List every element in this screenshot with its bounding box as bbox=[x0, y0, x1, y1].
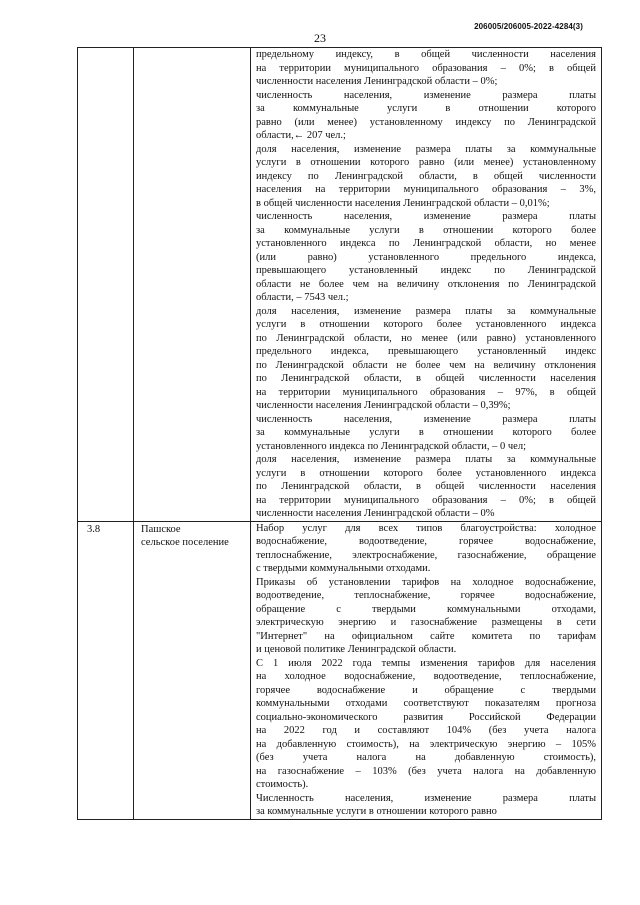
text-line: (без учета налога на добавленную стоимость), bbox=[256, 752, 596, 763]
table-row bbox=[78, 521, 602, 819]
text-line: услуги в отношении которого более установленного индекса bbox=[256, 467, 596, 479]
text-line: численность населения, изменение размера платы bbox=[256, 89, 596, 101]
row-text bbox=[251, 522, 601, 819]
text-line: услуги в отношении которого равно (или менее) установленному bbox=[256, 157, 596, 168]
row-text-cell bbox=[251, 521, 602, 819]
text-line: и ценовой политике Ленинградской области. bbox=[256, 644, 457, 655]
text-line: Численность населения, изменение размера платы bbox=[256, 792, 596, 804]
text-line: за коммунальные услуги в отношении которого bbox=[256, 103, 596, 114]
text-line: на 2022 год и составляют 104% (без учета налога bbox=[256, 725, 596, 736]
text-line: "Интернет" на официальном сайте комитета по тарифам bbox=[256, 630, 596, 642]
text-line: установленного индекса по Ленинградской области, но менее bbox=[256, 238, 596, 249]
text-line: на территории муниципального образования – 0%; в общей bbox=[256, 62, 596, 74]
text-line: индексу по Ленинградской области, в общей численности bbox=[256, 170, 596, 182]
text-line: С 1 июля 2022 года темпы изменения тарифов для населения bbox=[256, 657, 596, 669]
settlement-name-line: сельское поселение bbox=[141, 537, 229, 548]
text-line: услуги в отношении которого более установленного индекса bbox=[256, 319, 596, 330]
text-line: превышающего установленный индекс по Ленинградской bbox=[256, 265, 596, 276]
text-line: предельному индексу, в общей численности населения bbox=[256, 49, 596, 60]
text-line: стоимость). bbox=[256, 779, 309, 790]
row-text bbox=[251, 48, 601, 521]
text-line: водоотведение, теплоснабжение, горячее водоснабжение, bbox=[256, 590, 596, 601]
table-row bbox=[78, 48, 602, 522]
text-line: социально-экономического развития Российской Федерации bbox=[256, 711, 596, 723]
row-number bbox=[78, 48, 133, 49]
text-line: водоснабжение, водоотведение, горячее водоснабжение, bbox=[256, 536, 596, 547]
text-line: (или равно) установленного предельного индекса, bbox=[256, 251, 596, 263]
text-line: области не более чем на величину отклонения по Ленинградской bbox=[256, 278, 596, 290]
text-line: с твердыми коммунальными отходами. bbox=[256, 563, 431, 574]
text-line: на территории муниципального образования – 97%, в общей bbox=[256, 386, 596, 398]
row-name-cell bbox=[134, 48, 251, 522]
text-line: теплоснабжение, электроснабжение, газоснабжение, обращение bbox=[256, 549, 596, 561]
text-line: доля населения, изменение размера платы за коммунальные bbox=[256, 454, 596, 465]
text-line: на добавленную стоимость), на электрическую энергию – 105% bbox=[256, 738, 596, 750]
text-line: за коммунальные услуги в отношении которого более bbox=[256, 427, 596, 438]
text-line: установленного индекса по Ленинградской области, – 0 чел; bbox=[256, 440, 526, 452]
text-line: численности населения Ленинградской области – 0,39%; bbox=[256, 400, 511, 411]
text-line: горячее водоснабжение и обращение с твердыми bbox=[256, 684, 596, 696]
text-line: на территории муниципального образования – 0%; в общей bbox=[256, 494, 596, 506]
text-line: в общей численности населения Ленинградской области – 0,01%; bbox=[256, 197, 550, 209]
text-line: на холодное водоснабжение, водоотведение, теплоснабжение, bbox=[256, 671, 596, 682]
settlement-name bbox=[134, 522, 250, 550]
text-line: Приказы об установлении тарифов на холодное водоснабжение, bbox=[256, 576, 596, 588]
text-line: по Ленинградской области, но менее (или равно) установленного bbox=[256, 332, 596, 344]
text-line: численности населения Ленинградской области – 0%; bbox=[256, 76, 498, 87]
text-line: по Ленинградской области, в общей численности населения bbox=[256, 373, 596, 384]
text-line: области, – 7543 чел.; bbox=[256, 292, 349, 303]
text-line: обращение с твердыми коммунальными отходами, bbox=[256, 603, 596, 615]
text-line: коммунальными отходами соответствуют показателям прогноза bbox=[256, 698, 596, 709]
text-line: по Ленинградской области не более чем на величину отклонения bbox=[256, 359, 596, 371]
settlement-name-line: Пашское bbox=[141, 523, 181, 535]
page-number: 23 bbox=[314, 31, 326, 45]
text-line: Набор услуг для всех типов благоустройства: холодное bbox=[256, 522, 596, 534]
text-line: численность населения, изменение размера платы bbox=[256, 413, 596, 425]
text-line: за коммунальные услуги в отношении которого равно bbox=[256, 806, 497, 817]
text-line: области,← 207 чел.; bbox=[256, 130, 346, 141]
text-line: доля населения, изменение размера платы за коммунальные bbox=[256, 305, 596, 317]
document-code: 206005/206005-2022-4284(3) bbox=[474, 22, 583, 31]
text-line: населения на территории муниципального образования – 3%, bbox=[256, 184, 596, 195]
row-text-cell bbox=[251, 48, 602, 522]
row-number-cell bbox=[78, 48, 134, 522]
text-line: численность населения, изменение размера платы bbox=[256, 211, 596, 222]
row-number-cell bbox=[78, 521, 134, 819]
text-line: численности населения Ленинградской области – 0% bbox=[256, 508, 495, 519]
text-line: доля населения, изменение размера платы за коммунальные bbox=[256, 143, 596, 155]
text-line: электрическую энергию и газоснабжение размещены в сети bbox=[256, 617, 596, 628]
text-line: равно (или менее) установленному индексу по Ленинградской bbox=[256, 116, 596, 128]
text-line: за коммунальные услуги в отношении которого более bbox=[256, 224, 596, 236]
row-number: 3.8 bbox=[87, 523, 101, 535]
text-line: на газоснабжение – 103% (без учета налога на добавленную bbox=[256, 765, 596, 777]
text-line: по Ленинградской области, в общей численности населения bbox=[256, 481, 596, 492]
row-name-cell bbox=[134, 521, 251, 819]
text-line: предельного индекса, превышающего установленный индекс bbox=[256, 346, 596, 357]
document-table bbox=[77, 47, 602, 820]
